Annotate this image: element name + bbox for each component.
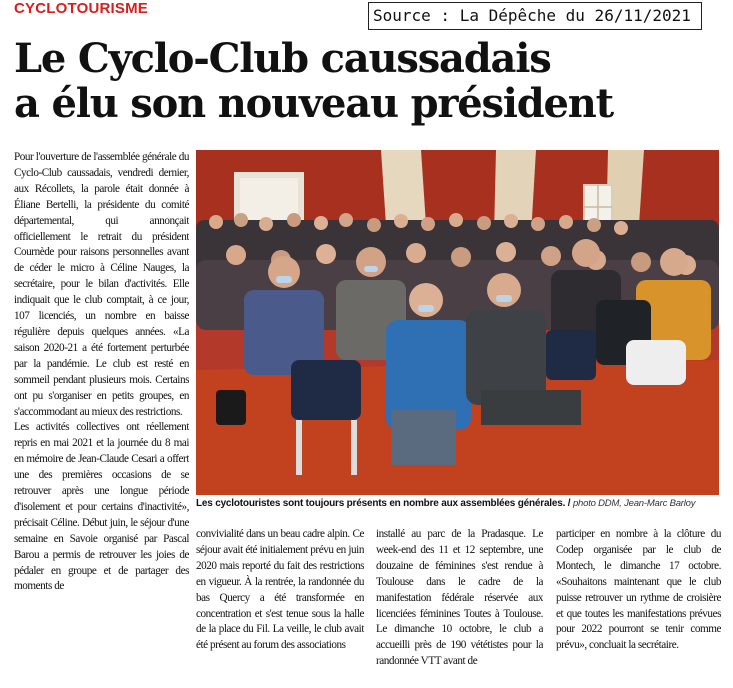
photo-caption bbox=[196, 497, 726, 511]
article-paragraph: installé au parc de la Pradasque. Le week-end des 11 et 12 septembre, une douzaine de féminines s'est rendue à Toulouse dans le cadre de la manifestation fédérale réservée aux licenciées féminines Toutes à Toulouse. Le dimanche 10 octobre, le club a accueilli près de 190 vététistes pour la randonnée VTT avant de bbox=[376, 528, 543, 668]
section-rubric: CYCLOTOURISME bbox=[14, 0, 148, 17]
article-column-4 bbox=[556, 527, 721, 688]
source-label: Source : La Dépêche du 26/11/2021 bbox=[368, 2, 702, 30]
headline bbox=[14, 36, 719, 126]
headline-line-1: Le Cyclo-Club caussadais bbox=[14, 35, 551, 82]
headline-line-2: a élu son nouveau président bbox=[14, 80, 613, 127]
article-column-1 bbox=[14, 150, 189, 688]
article-column-2 bbox=[196, 527, 364, 688]
article-paragraph: convivialité dans un beau cadre alpin. Ce séjour avait été initialement prévu en juin 2020 mais reporté du fait des restrictions en vigueur. À la rentrée, la randonnée du bas Quercy a été transformée en concentration et s'est tenue sous la halle de la place du Fil. La veille, le club avait été présent au forum des associations bbox=[196, 528, 364, 652]
article-paragraph: participer en nombre à la clôture du Codep organisée par le club de Montech, le dimanche 17 octobre. «Souhaitons maintenant que le club puisse retrouver un rythme de croisière et que toutes les manifestations prévues pour 2022 pourront se tenir comme prévu», concluait la secrétaire. bbox=[556, 528, 721, 652]
article-column-3 bbox=[376, 527, 543, 688]
caption-text: Les cyclotouristes sont toujours présents en nombre aux assemblées générales. / bbox=[196, 498, 571, 509]
article-paragraph: Pour l'ouverture de l'assemblée générale du Cyclo-Club caussadais, vendredi dernier, aux Récollets, la parole était donnée à Éliane Bertelli, la présidente du comité départemental, qui annonçait officiellement le retrait du président Cournède pour raisons personnelles avant de céder le micro à Céline Nauges, la secrétaire, pour le bilan d'activités. Elle indiquait que le club comptait, à ce jour, 107 licenciés, un nombre en baisse régulière depuis quelques années. «La saison 2020-21 a été fortement perturbée par la pandémie. Le club est resté en sommeil pendant plusieurs mois. Certains ont pu s'organiser en petits groupes, en s'accommodant au mieux des restrictions. bbox=[14, 151, 189, 418]
meeting-room-illustration bbox=[196, 150, 719, 495]
caption-credit: photo DDM, Jean-Marc Barloy bbox=[572, 498, 696, 509]
meeting-room-photo bbox=[196, 150, 719, 495]
article-paragraph: Les activités collectives ont réellement repris en mai 2021 et la journée du 8 mai en mémoire de Jean-Claude Cesari a offert une des premières occasions de se retrouver après une longue période d'isolement et pour certains d'inactivité», précisait Céline. Début juin, le séjour d'une semaine en Savoie organisé par Pascal Barou a permis de retrouver les joies de pédaler en groupe et de partager des moments de bbox=[14, 421, 189, 593]
